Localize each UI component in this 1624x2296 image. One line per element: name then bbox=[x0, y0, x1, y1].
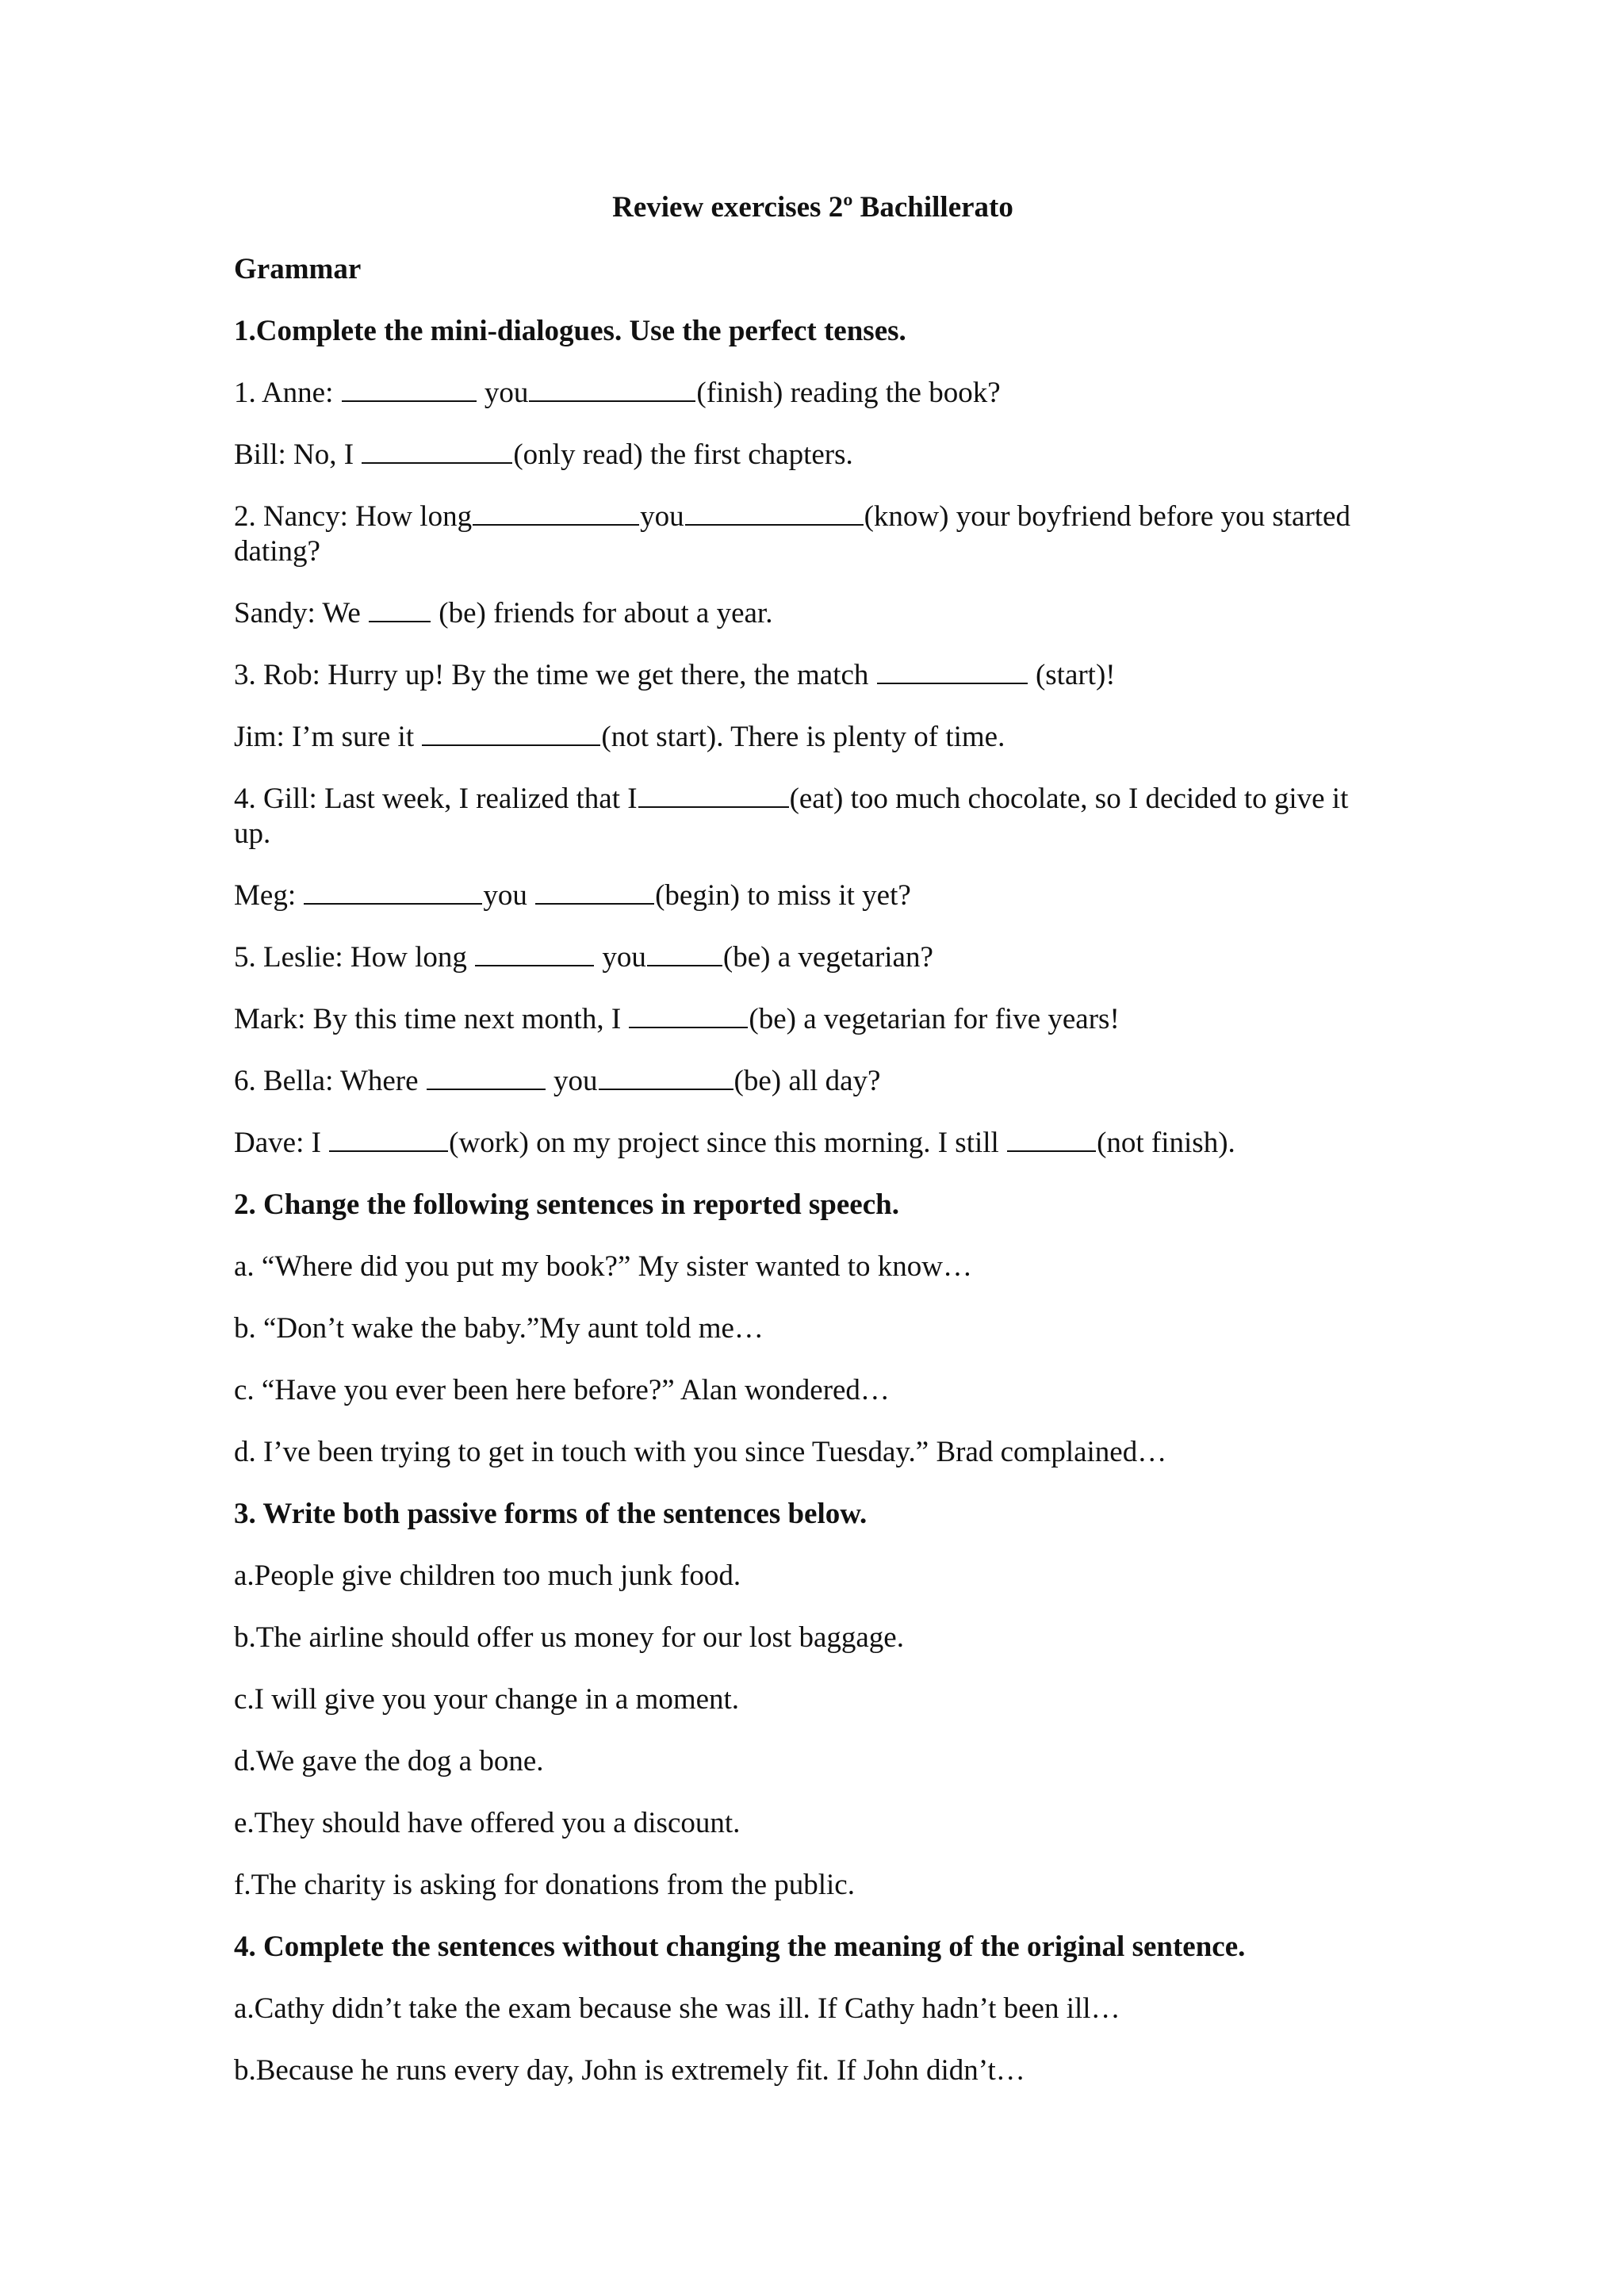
answer-blank[interactable] bbox=[369, 597, 431, 622]
answer-blank[interactable] bbox=[599, 1065, 733, 1090]
dialogue-line: Mark: By this time next month, I (be) a vegetarian for five years! bbox=[234, 1003, 1120, 1035]
list-item: f.The charity is asking for donations from the public. bbox=[234, 1869, 855, 1901]
dialogue-line: 1. Anne: you (finish) reading the book? bbox=[234, 377, 1001, 409]
answer-blank[interactable] bbox=[877, 659, 1028, 684]
answer-blank[interactable] bbox=[629, 1003, 748, 1028]
answer-blank[interactable] bbox=[638, 783, 789, 808]
answer-blank[interactable] bbox=[329, 1127, 448, 1152]
exercise-4-heading: 4. Complete the sentences without changing the meaning of the original sentence. bbox=[234, 1931, 1246, 1963]
dialogue-line: Jim: I’m sure it (not start). There is plenty of time. bbox=[234, 721, 1005, 753]
exercise-1-heading: 1.Complete the mini-dialogues. Use the perfect tenses. bbox=[234, 315, 906, 347]
exercise-3-heading: 3. Write both passive forms of the sentences below. bbox=[234, 1498, 868, 1530]
section-heading: Grammar bbox=[234, 253, 362, 285]
answer-blank[interactable] bbox=[685, 500, 864, 526]
worksheet-page bbox=[234, 190, 1392, 2115]
answer-blank[interactable] bbox=[529, 377, 695, 402]
answer-blank[interactable] bbox=[475, 941, 594, 966]
list-item: b.The airline should offer us money for our lost baggage. bbox=[234, 1621, 904, 1654]
list-item: c. “Have you ever been here before?” Alan wondered… bbox=[234, 1374, 890, 1406]
answer-blank[interactable] bbox=[342, 377, 477, 402]
dialogue-line: Bill: No, I (only read) the first chapters. bbox=[234, 438, 853, 471]
list-item: e.They should have offered you a discount. bbox=[234, 1807, 741, 1839]
dialogue-line: Sandy: We (be) friends for about a year. bbox=[234, 597, 773, 629]
answer-blank[interactable] bbox=[427, 1065, 546, 1090]
dialogue-line: Meg: you (begin) to miss it yet? bbox=[234, 879, 911, 912]
list-item: a. “Where did you put my book?” My sister wanted to know… bbox=[234, 1250, 972, 1283]
answer-blank[interactable] bbox=[1007, 1127, 1096, 1152]
answer-blank[interactable] bbox=[304, 879, 482, 905]
list-item: d.We gave the dog a bone. bbox=[234, 1745, 544, 1777]
page-title: Review exercises 2º Bachillerato bbox=[612, 191, 1013, 224]
answer-blank[interactable] bbox=[362, 438, 512, 464]
list-item: c.I will give you your change in a moment. bbox=[234, 1683, 740, 1716]
dialogue-line: 5. Leslie: How long you (be) a vegetarian? bbox=[234, 941, 933, 974]
list-item: a.People give children too much junk food. bbox=[234, 1559, 741, 1592]
dialogue-line: 4. Gill: Last week, I realized that I (eat) too much chocolate, so I decided to give it up. bbox=[234, 783, 1349, 850]
dialogue-line: 2. Nancy: How long you (know) your boyfriend before you started dating? bbox=[234, 500, 1350, 568]
list-item: b.Because he runs every day, John is extremely fit. If John didn’t… bbox=[234, 2054, 1025, 2087]
dialogue-line: 6. Bella: Where you (be) all day? bbox=[234, 1065, 881, 1097]
answer-blank[interactable] bbox=[535, 879, 654, 905]
list-item: a.Cathy didn’t take the exam because she was ill. If Cathy hadn’t been ill… bbox=[234, 1992, 1120, 2025]
list-item: b. “Don’t wake the baby.”My aunt told me… bbox=[234, 1312, 764, 1345]
answer-blank[interactable] bbox=[422, 721, 600, 746]
exercise-2-heading: 2. Change the following sentences in reported speech. bbox=[234, 1188, 899, 1221]
dialogue-line: 3. Rob: Hurry up! By the time we get there, the match (start)! bbox=[234, 659, 1116, 691]
list-item: d. I’ve been trying to get in touch with you since Tuesday.” Brad complained… bbox=[234, 1436, 1167, 1468]
answer-blank[interactable] bbox=[473, 500, 639, 526]
dialogue-line: Dave: I (work) on my project since this morning. I still (not finish). bbox=[234, 1127, 1235, 1159]
answer-blank[interactable] bbox=[647, 941, 722, 966]
